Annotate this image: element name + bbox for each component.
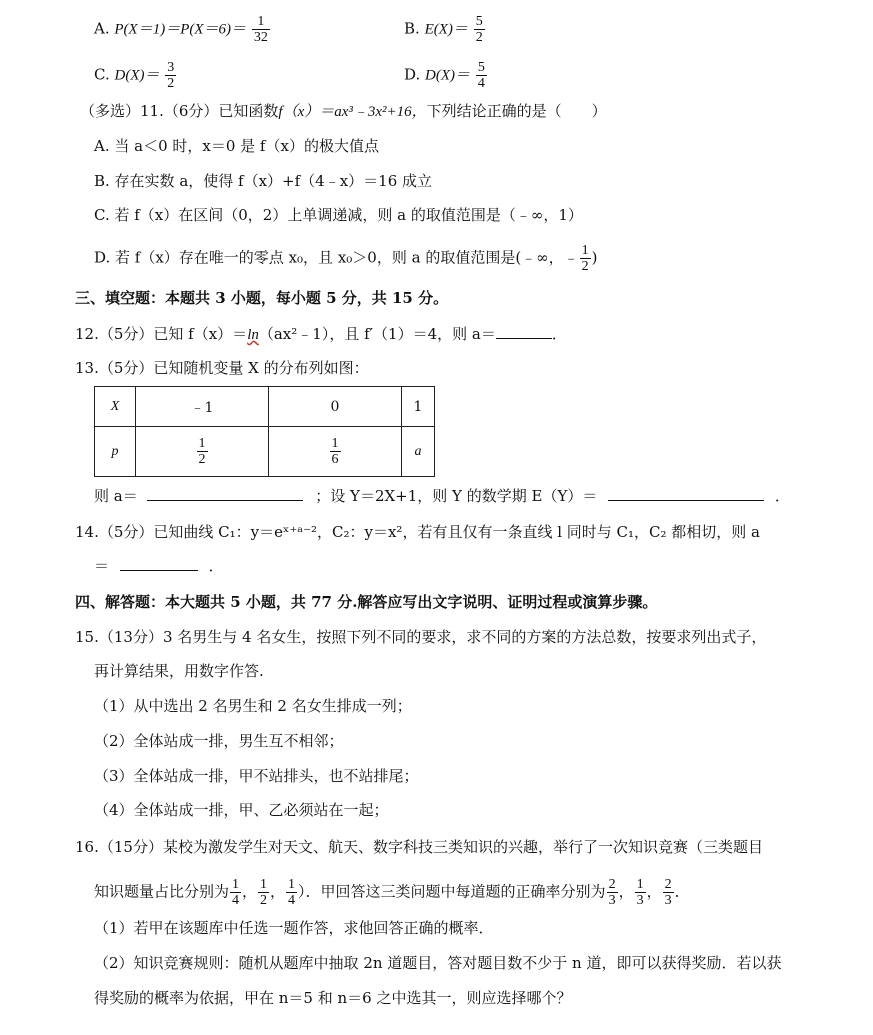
q10-option-c: C. D(X)＝ $\frac{3}{2}$ bbox=[94, 60, 175, 91]
fraction: $\frac{2}{3}$ bbox=[608, 877, 616, 908]
fraction: $\frac{3}{2}$ bbox=[167, 60, 175, 91]
distribution-table bbox=[94, 386, 435, 477]
section-3-title: 三、填空题：本题共 3 小题，每小题 5 分，共 15 分。 bbox=[75, 289, 449, 307]
answer-blank bbox=[496, 324, 552, 339]
table-cell: ﹣1 bbox=[190, 399, 214, 416]
q16-line1: 16.（15分）某校为激发学生对天文、航天、数字科技三类知识的兴趣，举行了一次知识竞赛（三类题目 bbox=[75, 838, 763, 856]
q11-option-a: A. 当 a＜0 时，x＝0 是 f（x）的极大值点 bbox=[94, 137, 379, 155]
q11-option-d: D. 若 f（x）存在唯一的零点 x₀，且 x₀＞0，则 a 的取值范围是(﹣∞，﹣ $\frac{1}{2}$ ) bbox=[94, 243, 598, 274]
q15-part2: （2）全体站成一排，男生互不相邻； bbox=[94, 732, 344, 750]
q14-line1: 14.（5分）已知曲线 C₁：y＝eˣ⁺ᵃ⁻²，C₂：y＝x²，若有且仅有一条直线 l 同时与 C₁，C₂ 都相切，则 a bbox=[75, 523, 761, 541]
q11-option-b: B. 存在实数 a，使得 f（x）+f（4﹣x）＝16 成立 bbox=[94, 172, 433, 190]
table-cell: X bbox=[110, 399, 120, 414]
answer-blank bbox=[608, 486, 764, 501]
q10-option-b: B. E(X)＝ $\frac{5}{2}$ bbox=[404, 14, 483, 45]
fraction: $\frac{1}{2}$ bbox=[581, 243, 589, 274]
answer-blank bbox=[120, 556, 198, 571]
fraction: $\frac{5}{2}$ bbox=[475, 14, 483, 45]
q15-line1: 15.（13分）3 名男生与 4 名女生，按照下列不同的要求，求不同的方案的方法总数，按要求列出式子， bbox=[75, 628, 767, 646]
table-cell: 0 bbox=[330, 398, 340, 415]
fraction: $\frac{2}{3}$ bbox=[664, 877, 672, 908]
q15-line2: 再计算结果，用数字作答. bbox=[94, 662, 264, 680]
fraction: $\frac{1}{2}$ bbox=[260, 877, 268, 908]
q16-part2-line2: 得奖励的概率为依据，甲在 n＝5 和 n＝6 之中选其一，则应选择哪个？ bbox=[94, 989, 572, 1007]
q16-part1: （1）若甲在该题库中任选一题作答，求他回答正确的概率． bbox=[94, 919, 494, 937]
table-cell: 1 bbox=[413, 398, 423, 415]
table-cell: p bbox=[111, 444, 119, 459]
q10-option-d: D. D(X)＝ $\frac{5}{4}$ bbox=[404, 60, 485, 91]
fraction: $\frac{1}{3}$ bbox=[636, 877, 644, 908]
fraction: $\frac{1}{4}$ bbox=[288, 877, 296, 908]
q13-stem: 13.（5分）已知随机变量 X 的分布列如图： bbox=[75, 359, 369, 377]
q10-option-a: A. P(X＝1)＝P(X＝6)＝ $\frac{1}{32}$ bbox=[94, 14, 268, 45]
section-4-title: 四、解答题：本大题共 5 小题，共 77 分.解答应写出文字说明、证明过程或演算步骤。 bbox=[75, 593, 658, 611]
q15-part1: （1）从中选出 2 名男生和 2 名女生排成一列； bbox=[94, 697, 412, 715]
answer-blank bbox=[147, 486, 303, 501]
q14-line2: ＝ ． bbox=[94, 557, 224, 575]
q11-option-c: C. 若 f（x）在区间（0，2）上单调递减，则 a 的取值范围是（﹣∞，1） bbox=[94, 206, 583, 224]
q13-answer: 则 a＝ ；设 Y＝2X+1，则 Y 的数学期 E（Y）＝ ． bbox=[94, 487, 790, 505]
q12: 12.（5分）已知 f（x）＝ln（ax²﹣1），且 f′（1）＝4，则 a＝ ． bbox=[75, 325, 567, 343]
fraction: $\frac{1}{6}$ bbox=[331, 436, 339, 467]
fraction: $\frac{5}{4}$ bbox=[477, 60, 485, 91]
table-cell: a bbox=[414, 444, 422, 459]
fraction: $\frac{1}{4}$ bbox=[232, 877, 240, 908]
q15-part4: （4）全体站成一排，甲、乙必须站在一起； bbox=[94, 801, 389, 819]
q16-line2: 知识题量占比分别为 $\frac{1}{4}$ ， $\frac{1}{2}$ ， $\frac{1}{4}$ ）．甲回答这三类问题中每道题的正确率分别为 $\frac{2}{3}$ ， $\frac{1}{3}$ ， $\frac{2}{3}$ ． bbox=[94, 877, 690, 908]
q16-part2-line1: （2）知识竞赛规则：随机从题库中抽取 2n 道题目，答对题目数不少于 n 道，即可以获得奖励．若以获 bbox=[94, 954, 782, 972]
ln-word: ln bbox=[247, 327, 259, 343]
q15-part3: （3）全体站成一排，甲不站排头，也不站排尾； bbox=[94, 767, 419, 785]
fraction: $\frac{1}{2}$ bbox=[198, 436, 206, 467]
q11-stem: （多选）11.（6分）已知函数f（x）＝ax³﹣3x²+16，下列结论正确的是（ ） bbox=[80, 102, 607, 120]
fraction: $\frac{1}{32}$ bbox=[253, 14, 268, 45]
